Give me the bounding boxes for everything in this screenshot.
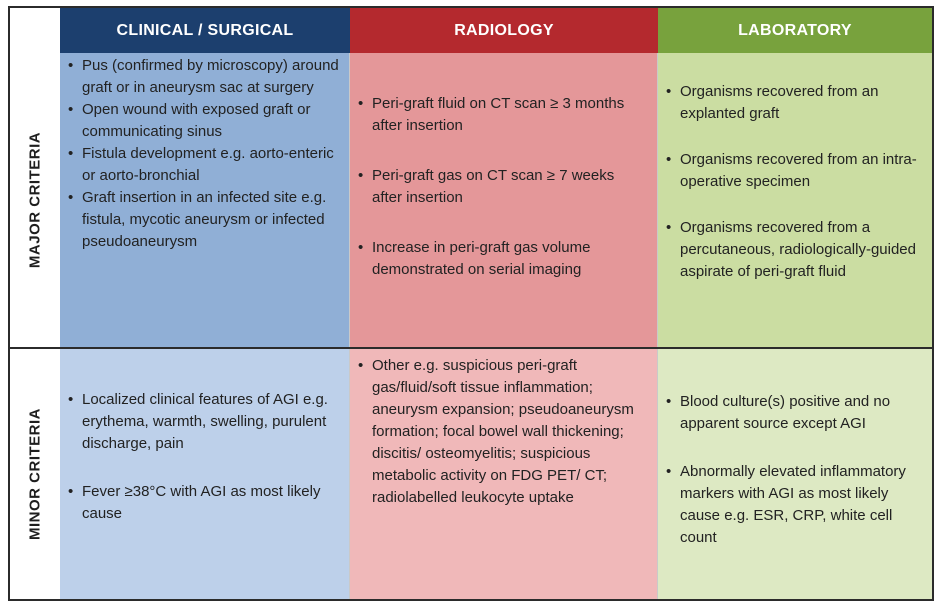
list-item: • Graft insertion in an infected site e.g. fistula, mycotic aneurysm or infected pseudoaneurysm	[66, 187, 339, 253]
list-item: • Fistula development e.g. aorto-enteric or aorto-bronchial	[66, 143, 339, 187]
cell-minor-laboratory	[658, 349, 932, 599]
list-item: • Fever ≥38°C with AGI as most likely cause	[66, 481, 339, 525]
list-item: • Organisms recovered from a percutaneous, radiologically-guided aspirate of peri-graft fluid	[664, 217, 922, 283]
list-item: • Pus (confirmed by microscopy) around graft or in aneurysm sac at surgery	[66, 55, 339, 99]
cell-major-clinical	[60, 53, 350, 347]
cell-minor-clinical	[60, 349, 350, 599]
list-item: • Other e.g. suspicious peri-graft gas/fluid/soft tissue inflammation; aneurysm expansion; pseudoaneurysm formation; focal bowel wall thickening; discitis/ osteomyelitis; suspicious metabolic activity on FDG PET/ CT; radiolabelled leukocyte uptake	[356, 355, 647, 509]
row-label-minor	[10, 349, 60, 599]
minor-criteria-label: MINOR CRITERIA	[26, 408, 44, 540]
cell-minor-radiology	[350, 349, 658, 599]
list-item: • Increase in peri-graft gas volume demonstrated on serial imaging	[356, 237, 647, 281]
list-item: • Abnormally elevated inflammatory markers with AGI as most likely cause e.g. ESR, CRP, white cell count	[664, 461, 922, 549]
list-item: • Organisms recovered from an explanted graft	[664, 81, 922, 125]
header-radiology: RADIOLOGY	[350, 8, 658, 53]
list-item: • Open wound with exposed graft or communicating sinus	[66, 99, 339, 143]
criteria-table	[8, 6, 934, 601]
header-clinical-surgical: CLINICAL / SURGICAL	[60, 8, 350, 53]
list-item: • Peri-graft fluid on CT scan ≥ 3 months after insertion	[356, 93, 647, 137]
header-laboratory: LABORATORY	[658, 8, 932, 53]
list-item: • Peri-graft gas on CT scan ≥ 7 weeks after insertion	[356, 165, 647, 209]
cell-major-laboratory	[658, 53, 932, 347]
list-item: • Organisms recovered from an intra-operative specimen	[664, 149, 922, 193]
list-item: • Localized clinical features of AGI e.g. erythema, warmth, swelling, purulent discharge, pain	[66, 389, 339, 455]
cell-major-radiology	[350, 53, 658, 347]
list-item: • Blood culture(s) positive and no apparent source except AGI	[664, 391, 922, 435]
row-label-major	[10, 53, 60, 349]
major-criteria-label: MAJOR CRITERIA	[26, 131, 44, 269]
